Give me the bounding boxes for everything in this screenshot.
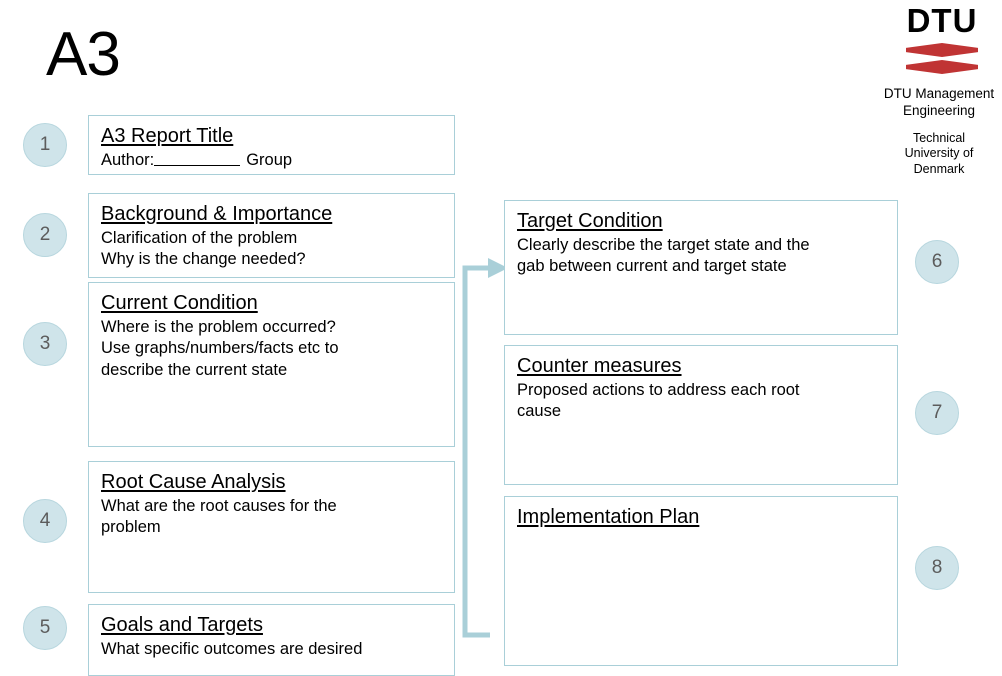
step-box-goals-and-targets[interactable] [88,604,455,676]
step-body-line: Where is the problem occurred? [101,318,336,336]
author-label: Author: [101,151,155,169]
step-body [101,639,444,660]
step-body [517,380,887,423]
author-line [101,151,444,170]
step-number-7: 7 [915,391,959,435]
dtu-logo [880,4,998,178]
step-body-line: What are the root causes for the [101,497,337,515]
step-number-1: 1 [23,123,67,167]
step-number-4: 4 [23,499,67,543]
step-box-background-importance[interactable] [88,193,455,278]
step-body-line: Clarification of the problem [101,229,298,247]
step-number-6: 6 [915,240,959,284]
step-title: Root Cause Analysis [101,471,286,493]
dtu-department [880,86,998,120]
step-body-line: Use graphs/numbers/facts etc to [101,339,339,358]
step-title: Counter measures [517,355,682,377]
page-title: A3 [46,20,120,89]
step-body [101,317,444,381]
step-title: Current Condition [101,292,258,314]
step-body-line: gab between current and target state [517,257,787,276]
step-box-counter-measures[interactable] [504,345,898,485]
step-box-a3-report-title[interactable] [88,115,455,175]
step-body [101,228,444,271]
step-box-root-cause-analysis[interactable] [88,461,455,593]
step-title: A3 Report Title [101,125,234,147]
step-number-5: 5 [23,606,67,650]
step-number-2: 2 [23,213,67,257]
step-body [101,496,444,539]
step-body-line: Clearly describe the target state and the [517,236,810,254]
step-title: Goals and Targets [101,614,263,636]
step-number-3: 3 [23,322,67,366]
step-body-line: problem [101,518,161,537]
dtu-department-line2: Engineering [902,102,976,118]
step-body [517,235,887,278]
step-body-line: Why is the change needed? [101,250,306,269]
dtu-university [880,131,998,178]
step-body-line: Proposed actions to address each root [517,381,800,399]
step-body-line: cause [517,402,562,421]
step-box-implementation-plan[interactable] [504,496,898,666]
step-body-line: describe the current state [101,360,288,379]
step-title: Implementation Plan [517,506,700,528]
step-number-8: 8 [915,546,959,590]
step-box-current-condition[interactable] [88,282,455,447]
step-body-line: What specific outcomes are desired [101,640,363,658]
dtu-university-line1: Technical [912,130,966,145]
step-title: Target Condition [517,210,663,232]
step-box-target-condition[interactable] [504,200,898,335]
author-blank-field[interactable] [154,165,240,166]
dtu-wordmark: DTU [906,2,978,39]
dtu-department-line1: DTU Management [883,86,995,101]
dtu-university-line3: Denmark [913,162,965,176]
group-label: Group [246,151,293,169]
dtu-bars-icon [886,43,998,74]
dtu-university-line2: University of [904,146,974,161]
step-title: Background & Importance [101,203,333,225]
